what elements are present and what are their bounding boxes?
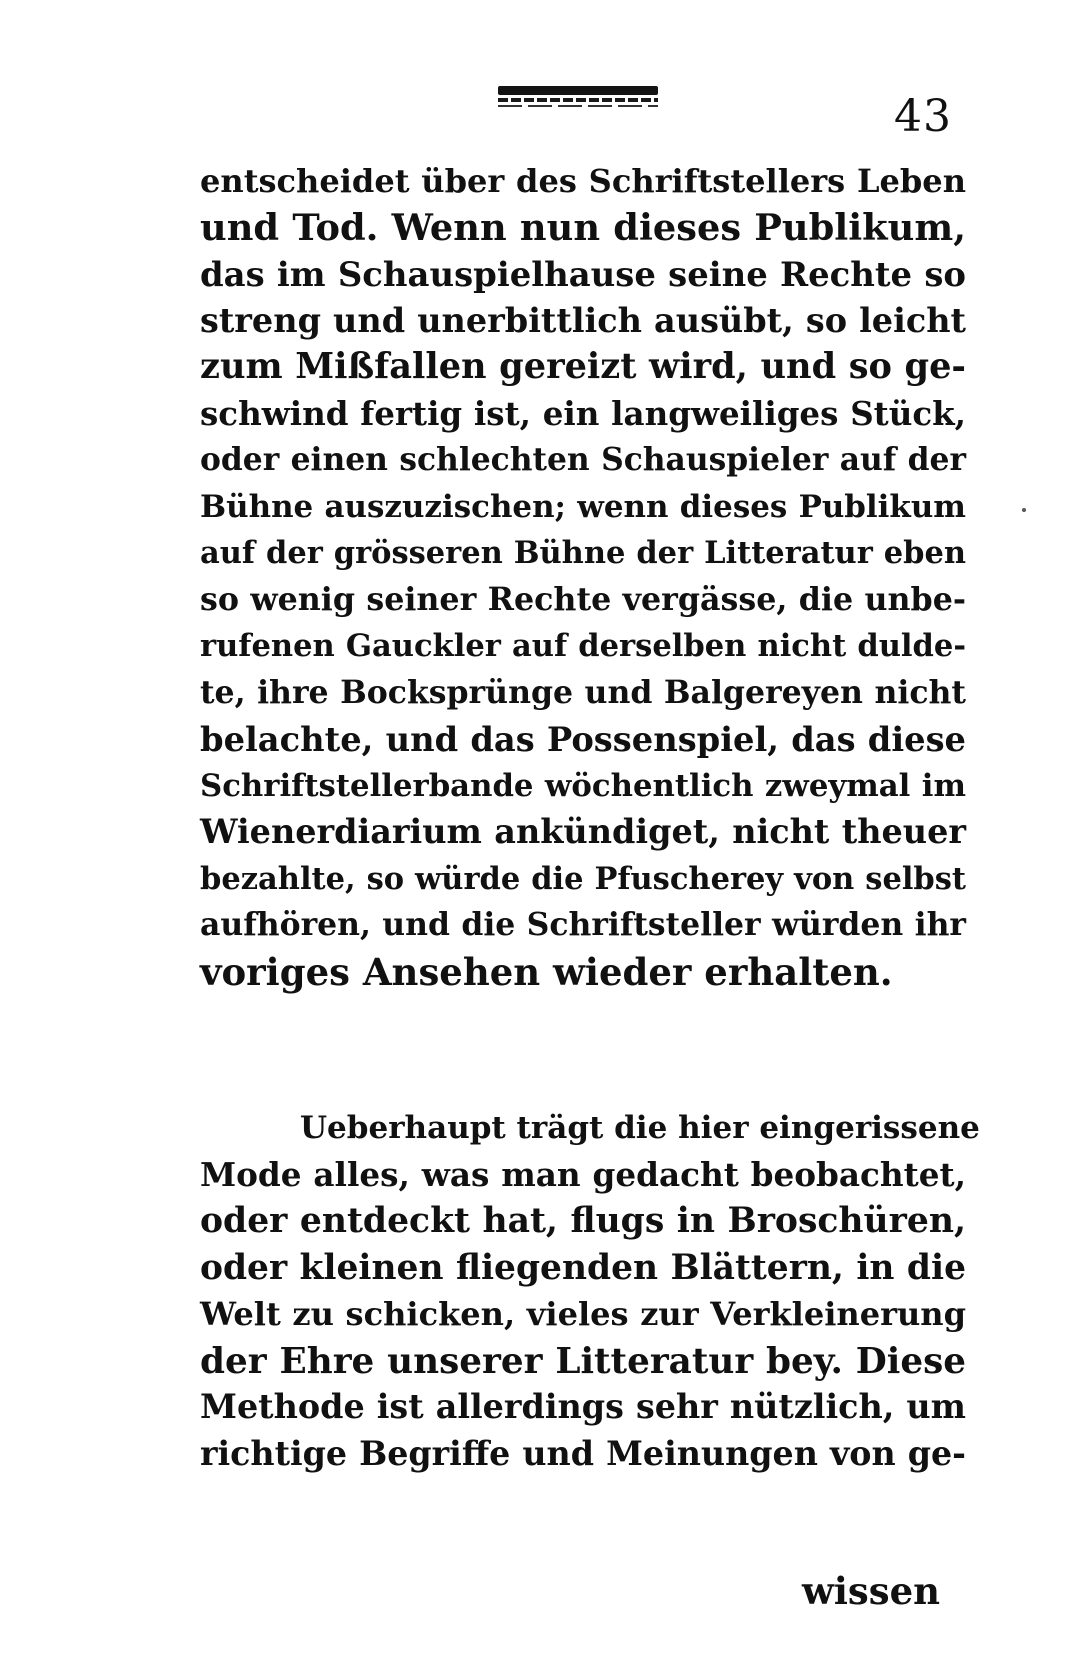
text-line: bezahlte, so würde die Pfuscherey von selbst bbox=[200, 860, 966, 897]
text-line: oder entdeckt hat, flugs in Broschüren, bbox=[200, 1201, 966, 1241]
text-line: Ueberhaupt trägt die hier eingerissene bbox=[300, 1110, 980, 1146]
text-line: auf der grösseren Bühne der Litteratur eben bbox=[200, 535, 966, 571]
text-line: der Ehre unserer Litteratur bey. Diese bbox=[200, 1339, 966, 1382]
paper-speck bbox=[1022, 508, 1026, 512]
header-ornament bbox=[498, 86, 658, 108]
text-line: oder einen schlechten Schauspieler auf der bbox=[200, 442, 966, 478]
paragraph-1 bbox=[200, 158, 966, 995]
text-line: entscheidet über des Schriftstellers Leben bbox=[200, 162, 966, 200]
catchword: wissen bbox=[802, 1569, 941, 1613]
text-line: zum Mißfallen gereizt wird, und so ge- bbox=[200, 346, 966, 387]
text-line: voriges Ansehen wieder erhalten. bbox=[200, 949, 893, 994]
text-line: rufenen Gauckler auf derselben nicht dulde- bbox=[200, 628, 966, 664]
text-line: richtige Begriffe und Meinungen von ge- bbox=[200, 1433, 966, 1473]
text-line: te, ihre Bocksprünge und Balgereyen nicht bbox=[200, 673, 966, 711]
text-line: aufhören, und die Schriftsteller würden ihr bbox=[200, 906, 966, 943]
page-number: 43 bbox=[894, 91, 952, 142]
text-line: und Tod. Wenn nun dieses Publikum, bbox=[200, 205, 966, 249]
text-line: so wenig seiner Rechte vergässe, die unbe- bbox=[200, 580, 966, 618]
ornament-rule-thick bbox=[498, 86, 658, 95]
text-line: Methode ist allerdings sehr nützlich, um bbox=[200, 1387, 966, 1426]
text-line: das im Schauspielhause seine Rechte so bbox=[200, 254, 966, 294]
ornament-rule-thin bbox=[498, 105, 658, 107]
ornament-rule-dotted bbox=[498, 98, 658, 102]
text-line: Wienerdiarium ankündiget, nicht theuer bbox=[200, 812, 966, 851]
text-line: Mode alles, was man gedacht beobachtet, bbox=[200, 1154, 966, 1194]
paragraph-2 bbox=[200, 1105, 980, 1477]
text-line: belachte, und das Possenspiel, das diese bbox=[200, 719, 966, 759]
text-line: Bühne auszuzischen; wenn dieses Publikum bbox=[200, 488, 966, 525]
text-line: Welt zu schicken, vieles zur Verkleinerung bbox=[200, 1295, 966, 1333]
text-line: schwind fertig ist, ein langweiliges Stück, bbox=[200, 393, 966, 433]
text-line: streng und unerbittlich ausübt, so leicht bbox=[200, 300, 966, 340]
text-line: Schriftstellerbande wöchentlich zweymal im bbox=[200, 767, 966, 804]
text-line: oder kleinen fliegenden Blättern, in die bbox=[200, 1247, 966, 1288]
